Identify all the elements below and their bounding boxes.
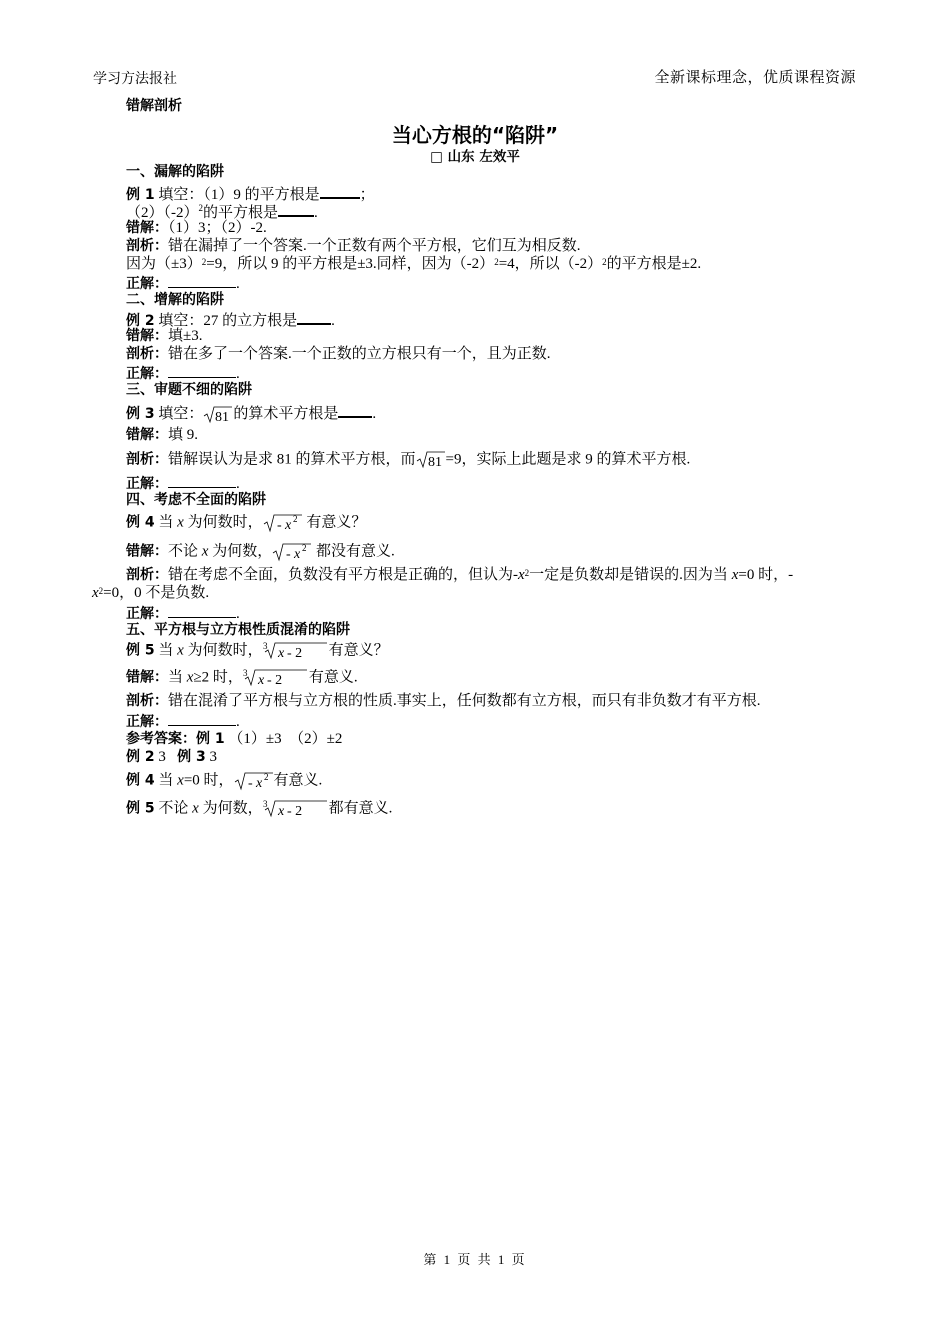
answers-line-4 [126,799,392,819]
text: 当 [158,772,178,789]
radicand: 81 [427,455,442,470]
header-left: 学习方法报社 [93,72,177,87]
superscript: 2 [524,568,530,578]
text: 有意义. [273,772,323,789]
var: x [257,673,265,688]
answer-text: （1）±3 （2）±2 [228,731,343,747]
variable-x: x [92,585,99,601]
text: 都没有意义. [312,543,395,560]
analysis-label: 剖析： [126,451,168,468]
ex1-correct [126,273,240,293]
var: x [277,804,284,819]
superscript: 2 [98,586,104,596]
answer-blank [297,309,331,325]
cbrt-x-minus-2 [263,799,329,819]
var: x [277,646,284,661]
sqrt-81 [416,450,446,470]
punct: . [236,276,240,292]
ex2-correct [126,363,240,383]
text: 都有意义. [328,800,393,817]
ex5-question [126,641,389,661]
var: x [284,518,291,533]
section-4-heading: 四、考虑不全面的陷阱 [126,492,266,508]
answer-blank [168,603,236,618]
section-5-heading: 五、平方根与立方根性质混淆的陷阱 [126,622,350,638]
ex1-analysis-2 [126,255,701,273]
variable-x: x [177,642,184,659]
superscript: 2 [198,203,203,213]
ex2-analysis-text: 错在多了一个答案.一个正数的立方根只有一个，且为正数. [168,346,551,362]
example-label: 例 5 [126,800,155,817]
answer-text: 3 [209,749,217,765]
variable-x: x [186,669,194,686]
answer-blank [320,183,360,199]
ex4-question [126,512,366,534]
text: 为何数时， [183,642,263,659]
article-title: 当心方根的“陷阱” [391,123,559,147]
correct-label: 正解： [126,606,168,622]
var: x [255,776,262,791]
punct: . [236,606,240,622]
analysis-label: 剖析： [126,346,168,362]
ex2-analysis [126,345,551,363]
text: 有意义？ [302,514,367,531]
answer-blank [338,402,372,418]
text: 的平方根是±2. [606,256,702,272]
text: 错解误认为是求 81 的算术平方根，而 [168,451,416,468]
text: 有意义. [308,669,358,686]
text: 为何数， [198,800,263,817]
ex2-wrong-text: 填±3. [168,328,203,344]
ex2-q-text: 填空：27 的立方根是 [158,313,298,329]
answers-line-2 [126,748,217,766]
ex1-q2-text-b: 的平方根是 [203,205,279,221]
sup: 2 [292,514,298,524]
superscript: 2 [602,257,607,267]
correct-label: 正解： [126,714,168,730]
punct: . [331,313,335,329]
minus: - [286,547,291,562]
ex3-question [126,402,376,425]
text: ≥2 时， [193,669,243,686]
ex1-q1-text: 填空：（1）9 的平方根是 [158,187,320,203]
punct: . [372,406,377,422]
variable-x: x [201,543,209,560]
text: 填空： [158,406,204,422]
text: 不论 [158,800,193,817]
example-label: 例 4 [126,514,155,531]
sup: 2 [302,543,307,553]
punct: ； [359,187,375,203]
rest: - 2 [266,673,283,688]
ex4-correct [126,603,240,623]
minus: - [247,776,253,791]
example-label: 例 3 [177,749,206,765]
text: =0 时， [183,772,234,789]
minus: - [276,518,282,533]
correct-label: 正解： [126,276,168,292]
text: 因为（±3） [126,256,202,272]
punct: . [236,476,240,492]
variable-x: x [518,567,525,583]
analysis-label: 剖析： [126,238,168,254]
section-1-heading: 一、漏解的陷阱 [126,164,224,180]
wrong-label: 错解： [126,543,168,560]
ex1-wrong-text: （1）3；（2）-2. [168,220,267,236]
variable-x: x [192,800,199,817]
rest: - 2 [286,646,302,661]
example-label: 例 4 [126,772,155,789]
ex3-wrong [126,426,198,444]
page-footer: 第 1 页 共 1 页 [423,1252,527,1267]
text: 当 [158,642,178,659]
ex1-analysis-text: 错在漏掉了一个答案.一个正数有两个平方根，它们互为相反数. [168,238,581,254]
answers-line-1 [126,730,342,748]
index: 3 [262,641,268,651]
wrong-label: 错解： [126,427,168,443]
text: =0 时，- [738,567,794,583]
text: =4，所以（-2） [498,256,603,272]
example-label: 例 5 [126,642,155,659]
radicand: 81 [215,409,230,425]
column-label: 错解剖析 [126,98,182,114]
example-label: 例 1 [126,187,155,203]
text: 错在考虑不全面，负数没有平方根是正确的，但认为- [168,567,518,583]
correct-label: 正解： [126,366,168,382]
ex1-analysis [126,237,581,255]
punct: . [236,714,240,730]
analysis-label: 剖析： [126,693,168,709]
ex1-q2-text: （2）（-2） [126,205,199,221]
wrong-label: 错解： [126,669,168,686]
example-label: 例 1 [196,731,225,747]
variable-x: x [177,514,184,531]
answer-text: 3 [158,749,166,765]
correct-label: 正解： [126,476,168,492]
section-2-heading: 二、增解的陷阱 [126,292,224,308]
index: 3 [262,799,268,809]
sqrt-81 [203,405,233,425]
variable-x: x [177,772,184,789]
example-label: 例 3 [126,406,155,422]
ex5-correct [126,711,240,731]
ex5-analysis [126,692,761,710]
ex5-wrong [126,668,358,688]
text: 当 [158,514,178,531]
text: 为何数时， [183,514,263,531]
text: 为何数， [208,543,273,560]
ex4-wrong [126,541,395,563]
wrong-label: 错解： [126,220,168,236]
text: =0，0 不是负数. [103,585,210,601]
ex1-wrong [126,219,267,237]
wrong-label: 错解： [126,328,168,344]
answer-blank [168,473,236,488]
sqrt-neg-x-squared [263,512,303,534]
cbrt-x-minus-2 [263,641,329,661]
answer-blank [168,711,236,726]
ex3-correct [126,473,240,493]
ex4-analysis [126,566,793,584]
analysis-label: 剖析： [126,567,168,583]
sqrt-neg-x-squared [234,770,274,792]
text: 一定是负数却是错误的.因为当 [529,567,732,583]
example-label: 例 2 [126,313,155,329]
text: =9，所以 9 的平方根是±3.同样，因为（-2） [206,256,495,272]
text: 当 [168,669,187,686]
superscript: 2 [494,257,499,267]
ex2-wrong [126,327,202,345]
ex4-analysis-2 [92,584,209,602]
variable-x: x [731,567,739,583]
index: 3 [242,668,248,678]
answer-label: 参考答案： [126,731,196,747]
punct: . [314,205,318,221]
text: 的算术平方根是 [233,406,339,422]
section-3-heading: 三、审题不细的陷阱 [126,382,252,398]
ex3-analysis [126,450,690,470]
text: =9，实际上此题是求 9 的算术平方根. [445,451,691,468]
rest: - 2 [286,804,302,819]
text: 不论 [168,543,202,560]
var: x [294,547,301,562]
answers-line-3 [126,770,322,792]
text: 有意义？ [328,642,389,659]
cbrt-x-minus-2 [243,668,309,688]
superscript: 2 [201,257,207,267]
punct: . [236,366,240,382]
answer-blank [168,273,236,288]
sqrt-neg-x-squared [272,541,312,563]
article-author: □ 山东 左效平 [430,149,520,165]
answer-blank [168,363,236,378]
sup: 2 [263,772,269,782]
ex3-wrong-text: 填 9. [168,427,199,443]
header-right: 全新课标理念，优质课程资源 [654,70,856,86]
example-label: 例 2 [126,749,155,765]
ex5-analysis-text: 错在混淆了平方根与立方根的性质.事实上，任何数都有立方根，而只有非负数才有平方根. [168,693,761,709]
answer-blank [278,201,314,217]
